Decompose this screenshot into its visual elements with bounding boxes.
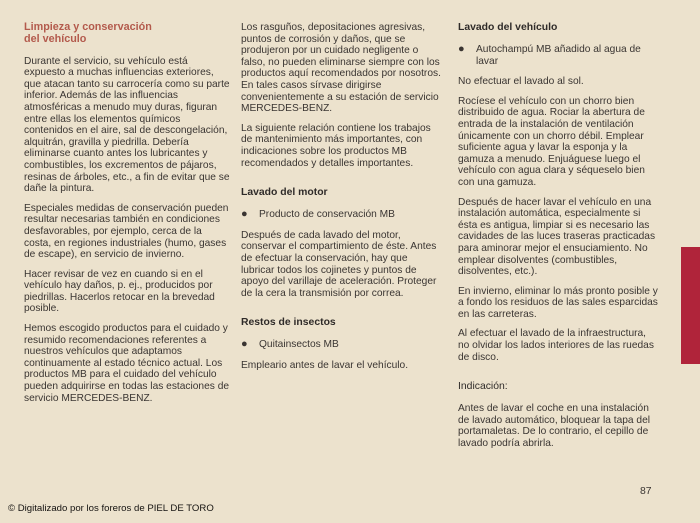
bullet-icon: ● (241, 338, 248, 351)
paragraph: Hemos escogido productos para el cuidado y resumido recomendaciones referentes a nuestros vehículos que adaptamos continuamente al estado técnico actual. Los productos MB para el cuidado del vehículo pueden adquirirse en todas las estaciones de servicio MERCEDES-BENZ. (24, 323, 230, 404)
bullet-item (241, 339, 442, 351)
section-title (24, 22, 230, 46)
indication-heading: Indicación: (458, 381, 508, 393)
section-title-line2: del vehículo (24, 32, 87, 45)
paragraph: Al efectuar el lavado de la infraestructura, no olvidar los lados interiores de las ruedas de disco. (458, 328, 654, 363)
bullet-item (458, 44, 658, 67)
bullet-text: Autochampú MB añadido al agua de lavar (476, 44, 641, 67)
bullet-item (241, 209, 442, 221)
vehicle-wash-heading: Lavado del vehículo (458, 22, 558, 33)
bullet-text: Quitainsectos MB (259, 339, 339, 351)
paragraph: Antes de lavar el coche en una instalación de lavado automático, bloquear la tapa del portamaletas. De lo contrario, el cepillo de lavado podría abrirla. (458, 403, 651, 450)
paragraph: La siguiente relación contiene los trabajos de mantenimiento más importantes, con indicaciones sobre los productos MB recomendados y detalles importantes. (241, 122, 431, 169)
paragraph: No efectuar el lavado al sol. (458, 76, 584, 88)
paragraph: Durante el servicio, su vehículo está expuesto a muchas influencias exteriores, que atacan tanto su carrocería como su parte inferior. Además de las influencias atmosféricas a menudo muy duras, figuran entre ellas los elementos químicos contenidos en el aire, sal de descongelación, alquitrán, gravilla y piedrilla. Debería eliminarse cuanto antes los lubricantes y combustibles, los excrementos de pájaros, resinas de árboles, etc., a fin de evitar que se dañe la pintura. (24, 55, 230, 195)
paragraph: En invierno, eliminar lo más pronto posible y a fondo los residuos de las sales esparcidas en las carreteras. (458, 285, 658, 320)
column-1 (24, 22, 230, 412)
paragraph: Hacer revisar de vez en cuando si en el vehículo hay daños, p. ej., producidos por piedrillas. Hacerlos retocar en la brevedad posible. (24, 268, 215, 315)
footer-credit: © Digitalizado por los foreros de PIEL DE TORO (8, 503, 214, 514)
bullet-text: Producto de conservación MB (259, 209, 395, 221)
bullet-icon: ● (241, 208, 248, 221)
insects-heading: Restos de insectos (241, 317, 336, 329)
paragraph: Después de hacer lavar el vehículo en una instalación automática, especialmente si ésta es antigua, limpiar si es necesario las cavidades de las luces traseras practicadas para aminorar mejor el ensuciamiento. No emplear disolventes (combustibles, disolventes, etc.). (458, 196, 656, 278)
engine-wash-heading: Lavado del motor (241, 187, 328, 199)
chapter-tab-marker (681, 247, 700, 364)
bullet-icon: ● (458, 43, 465, 55)
page-number: 87 (640, 486, 652, 497)
paragraph: Rocíese el vehículo con un chorro bien distribuido de agua. Rociar la abertura de entrada de la instalación de ventilación únicamente con un chorro débil. Emplear suficiente agua y lavar la esponja y la gamuza a menudo. Enjuáguese luego el vehículo con agua clara y séqueselo bien con una gamuza. (458, 95, 645, 188)
paragraph: Después de cada lavado del motor, conservar el compartimiento de éste. Antes de efectuar la conservación, hay que lubricar todos los cojinetes y puntos de apoyo del varillaje de aceleración. Proteger de la cera la transmisión por correa. (241, 229, 437, 299)
paragraph: Los rasguños, depositaciones agresivas, puntos de corrosión y daños, que se produjeron por un cuidado negligente o falso, no pueden eliminarse siempre con los productos aquí recomendados por nosotros. En tales casos sírvase dirigirse convenientemente a su estación de servicio MERCEDES-BENZ. (241, 22, 441, 115)
paragraph: Empleario antes de lavar el vehículo. (241, 359, 409, 371)
column-3 (458, 22, 658, 458)
paragraph: Especiales medidas de conservación pueden resultar necesarias también en condiciones desfavorables, por ejemplo, cerca de la costa, en regiones industriales (humo, gases de escape), en servicio de invierno. (24, 202, 229, 261)
column-2 (241, 22, 442, 379)
section-title-line1: Limpieza y conservación (24, 21, 152, 33)
